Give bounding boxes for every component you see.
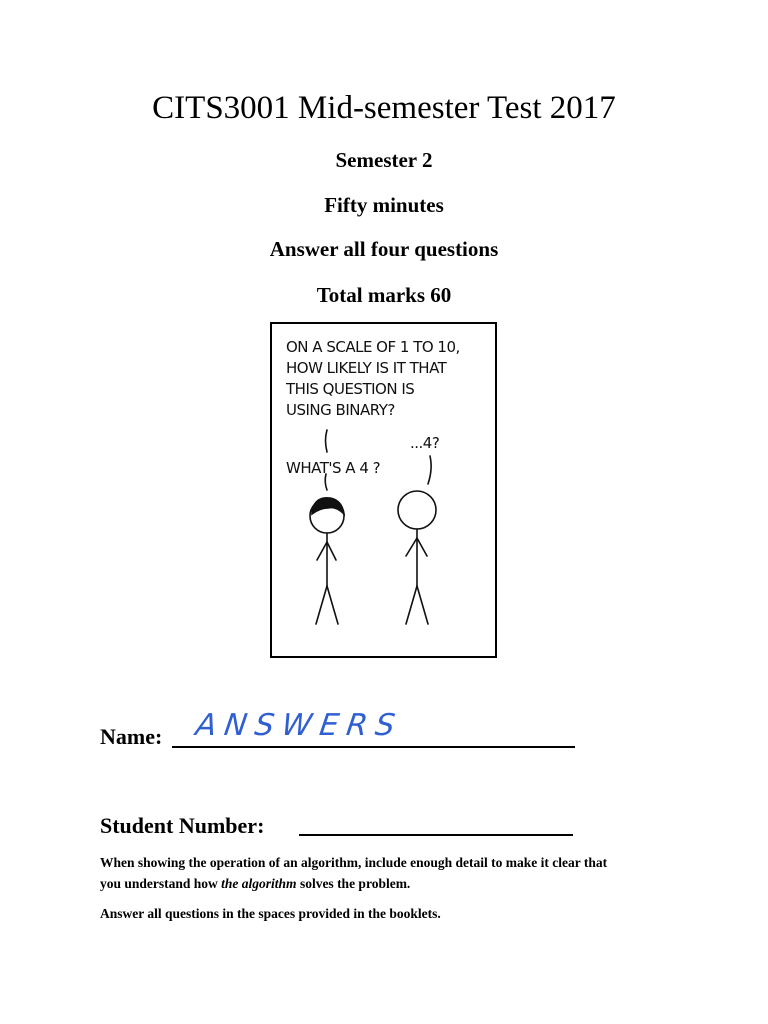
- instruction-1-post: solves the problem.: [296, 876, 411, 891]
- name-handwritten-answer: ANSWERS: [193, 708, 405, 743]
- instruction-1-line-a: When showing the operation of an algorithm, include enough detail to make it clear that: [100, 855, 608, 870]
- instruction-1-emphasis: the algorithm: [221, 876, 297, 891]
- xkcd-comic-panel: [270, 322, 497, 658]
- subtitle-marks: Total marks 60: [316, 283, 452, 307]
- student-number-label: Student Number:: [100, 813, 265, 838]
- subtitle-duration: Fifty minutes: [324, 193, 444, 217]
- name-underline: [172, 746, 575, 748]
- instruction-paragraph-1: [100, 852, 700, 894]
- subtitle-answer: Answer all four questions: [269, 237, 499, 261]
- name-label: Name:: [100, 724, 163, 749]
- subtitle-semester: Semester 2: [335, 148, 433, 172]
- stick-figures-drawing: [272, 324, 495, 656]
- comic-reply-left: WHAT'S A 4 ?: [286, 459, 381, 477]
- student-number-underline[interactable]: [299, 834, 573, 836]
- comic-text-line-3: THIS QUESTION IS: [286, 380, 415, 398]
- comic-reply-right: ...4?: [410, 434, 440, 452]
- instruction-paragraph-2: Answer all questions in the spaces provided in the booklets.: [100, 906, 441, 921]
- page-title: CITS3001 Mid-semester Test 2017: [152, 90, 616, 126]
- comic-text-line-1: ON A SCALE OF 1 TO 10,: [286, 338, 460, 356]
- instruction-1-line-b: [100, 873, 700, 894]
- comic-text-line-2: HOW LIKELY IS IT THAT: [286, 359, 447, 377]
- instruction-1-pre: you understand how: [100, 876, 222, 891]
- comic-text-line-4: USING BINARY?: [286, 401, 395, 419]
